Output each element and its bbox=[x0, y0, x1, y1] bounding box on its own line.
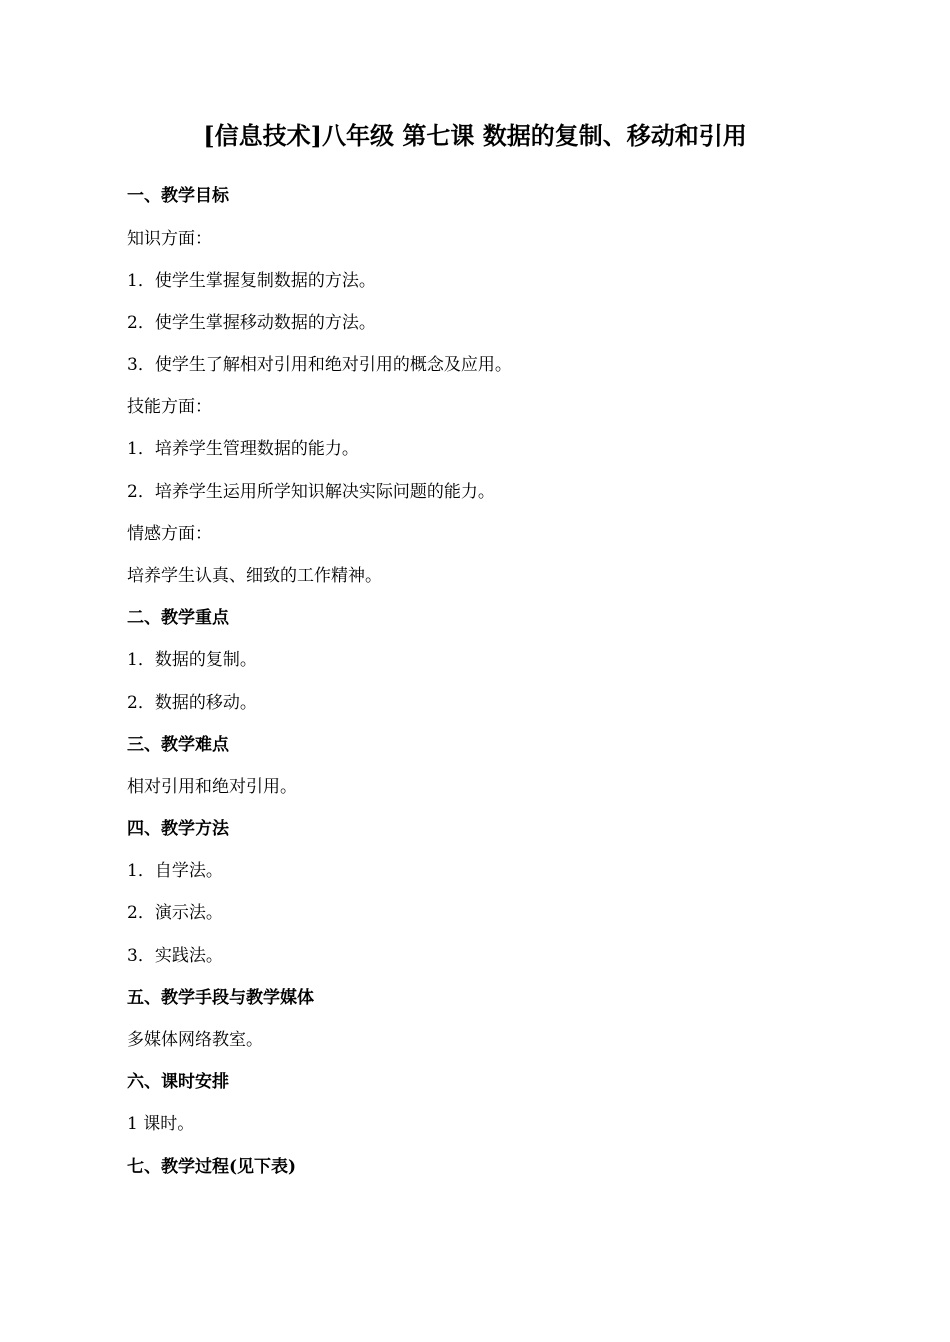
paragraph-line: 技能方面： bbox=[127, 397, 212, 417]
paragraph-line: 多媒体网络教室。 bbox=[127, 1030, 263, 1050]
paragraph-line: 3．实践法。 bbox=[127, 946, 223, 966]
paragraph-line: 情感方面： bbox=[127, 524, 212, 544]
paragraph-line: 相对引用和绝对引用。 bbox=[127, 777, 297, 797]
section-heading: 六、课时安排 bbox=[127, 1072, 229, 1092]
paragraph-line: 1 课时。 bbox=[127, 1114, 195, 1134]
section-heading: 二、教学重点 bbox=[127, 608, 229, 628]
paragraph-line: 2．使学生掌握移动数据的方法。 bbox=[127, 313, 376, 333]
paragraph-line: 1．数据的复制。 bbox=[127, 650, 257, 670]
section-heading: 七、教学过程(见下表) bbox=[127, 1157, 297, 1177]
paragraph-line: 3．使学生了解相对引用和绝对引用的概念及应用。 bbox=[127, 355, 512, 375]
paragraph-line: 1．培养学生管理数据的能力。 bbox=[127, 439, 359, 459]
paragraph-line: 2．数据的移动。 bbox=[127, 693, 257, 713]
section-heading: 三、教学难点 bbox=[127, 735, 229, 755]
paragraph-line: 培养学生认真、细致的工作精神。 bbox=[127, 566, 382, 586]
paragraph-line: 2．演示法。 bbox=[127, 903, 223, 923]
section-heading: 一、教学目标 bbox=[127, 186, 229, 206]
paragraph-line: 1．自学法。 bbox=[127, 861, 223, 881]
section-heading: 五、教学手段与教学媒体 bbox=[127, 988, 314, 1008]
document-title: [信息技术]八年级 第七课 数据的复制、移动和引用 bbox=[203, 121, 747, 150]
paragraph-line: 1．使学生掌握复制数据的方法。 bbox=[127, 271, 376, 291]
section-heading: 四、教学方法 bbox=[127, 819, 229, 839]
paragraph-line: 知识方面： bbox=[127, 229, 212, 249]
paragraph-line: 2．培养学生运用所学知识解决实际问题的能力。 bbox=[127, 482, 495, 502]
